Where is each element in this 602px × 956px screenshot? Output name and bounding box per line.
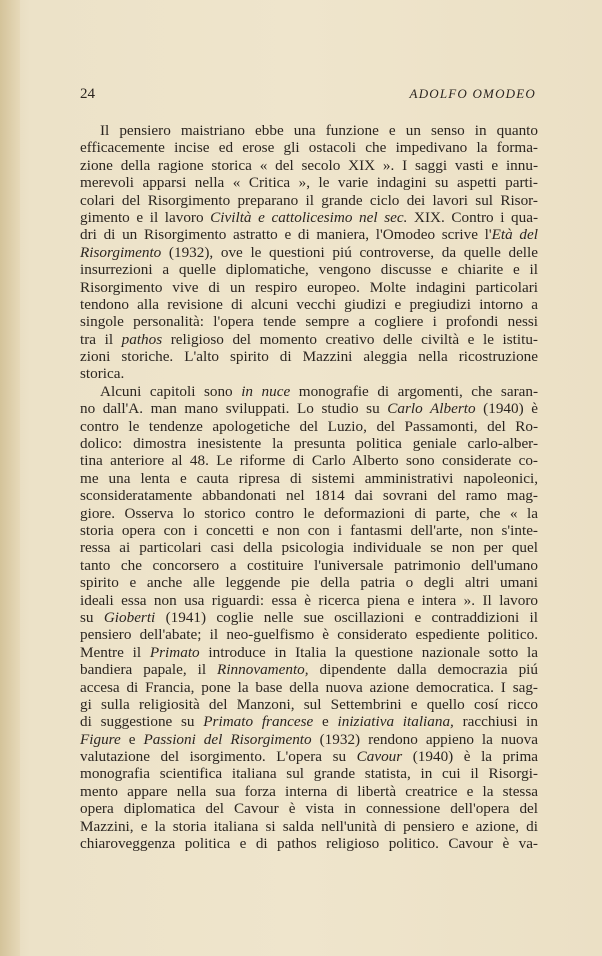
text-line xyxy=(80,435,538,452)
text-run: no dall'A. man mano sviluppati. Lo studio su xyxy=(80,400,388,418)
text-run: ideali essa non usa riguardi: essa è ricerca piena e intera ». Il lavoro xyxy=(80,591,538,609)
text-line xyxy=(80,644,538,661)
text-line xyxy=(80,122,538,139)
text-run: mento appare nella sua forza interna di libertà creatrice e la stessa xyxy=(80,782,538,800)
text-line xyxy=(80,696,538,713)
text-run: pensiero dell'abate; il neo-guelfismo è considerato espediente politico. xyxy=(80,626,538,644)
text-run: accesa di Francia, pone la base della nuova azione democratica. I sag- xyxy=(80,678,538,696)
text-line xyxy=(80,383,538,400)
text-line xyxy=(80,400,538,417)
text-line xyxy=(80,574,538,591)
italic-title: Primato francese xyxy=(203,713,314,731)
text-run: (1940) è xyxy=(475,400,539,418)
text-run: di suggestione su xyxy=(80,713,204,731)
text-run: merevoli apparsi nella « Critica », le varie indagini su aspetti parti- xyxy=(80,174,538,192)
text-run: (1940) è la prima xyxy=(402,748,538,766)
text-run: tina anteriore al 48. Le riforme di Carlo Alberto sono considerate co- xyxy=(80,452,538,470)
text-run: valutazione del isorgimento. L'opera su xyxy=(80,748,357,766)
text-line xyxy=(80,157,538,174)
text-run: gi sulla religiosità del Manzoni, sul Settembrini e quello cosí ricco xyxy=(80,695,538,713)
text-run: bandiera papale, il xyxy=(80,661,218,679)
text-run: Il pensiero maistriano ebbe una funzione e un senso in quanto xyxy=(100,122,538,139)
text-line xyxy=(80,261,538,278)
italic-title: pathos xyxy=(121,330,163,348)
text-run: e xyxy=(120,730,144,748)
text-run: (1941) coglie nelle sue oscillazioni e contraddizioni il xyxy=(155,608,538,626)
text-run: introduce in Italia la questione nazionale sotto la xyxy=(199,643,539,661)
italic-title: Primato xyxy=(149,643,200,661)
text-line xyxy=(80,748,538,765)
text-run: efficacemente incise ed erose gli ostacoli che impedivano la forma- xyxy=(80,139,538,157)
text-line xyxy=(80,296,538,313)
text-run: contro le tendenze apologetiche del Luzio, del Passamonti, del Ro- xyxy=(80,417,538,435)
text-run: zione della ragione storica « del secolo XIX ». I saggi vasti e innu- xyxy=(80,156,538,174)
text-line xyxy=(80,609,538,626)
text-line xyxy=(80,226,538,243)
text-run: dolico: dimostra inesistente la presunta politica geniale carlo-alber- xyxy=(80,435,538,453)
body-text xyxy=(80,122,538,852)
italic-title: in nuce xyxy=(241,382,291,400)
text-run: me una lenta e cauta ripresa di sistemi amministrativi napoleonici, xyxy=(80,469,538,487)
text-run: tendono alla revisione di alcuni vecchi giudizi e pregiudizi intorno a xyxy=(80,295,538,313)
text-line xyxy=(80,626,538,643)
text-run: spirito e anche alle leggende pie della patria o degli altri umani xyxy=(80,574,538,592)
text-run: (1932) rendono appieno la nuova xyxy=(311,730,538,748)
text-line xyxy=(80,452,538,469)
text-line xyxy=(80,348,538,365)
text-line xyxy=(80,679,538,696)
text-line xyxy=(80,174,538,191)
text-line xyxy=(80,713,538,730)
italic-title: Rinnovamento, xyxy=(217,661,309,679)
text-line xyxy=(80,365,538,382)
text-run: Mentre il xyxy=(80,643,150,661)
running-title: ADOLFO OMODEO xyxy=(409,86,536,101)
text-run: Mazzini, e la storia italiana si salda nell'unità di pensiero e azione, di xyxy=(80,817,538,835)
italic-title: Età del xyxy=(491,226,538,244)
text-line xyxy=(80,783,538,800)
italic-title: Gioberti xyxy=(103,608,156,626)
text-run: insurrezioni a quelle diplomatiche, vengono discusse e chiarite e il xyxy=(80,261,538,279)
text-run: storica. xyxy=(80,365,125,383)
text-run: tra il xyxy=(80,330,122,348)
italic-title: Civiltà e cattolicesimo nel sec. xyxy=(210,208,408,226)
text-run: gimento e il lavoro xyxy=(80,208,211,226)
italic-title: Passioni del Risorgimento xyxy=(143,730,312,748)
text-run: chiaroveggenza politica e di pathos religioso politico. Cavour è va- xyxy=(80,835,538,853)
italic-title: Carlo Alberto xyxy=(387,400,476,418)
text-line xyxy=(80,470,538,487)
text-run: giore. Osserva lo storico contro le deformazioni di parte, che « la xyxy=(80,504,538,522)
text-line xyxy=(80,331,538,348)
text-run: monografie di argomenti, che saran- xyxy=(290,382,539,400)
text-run: su xyxy=(80,608,104,626)
text-run: storia opera con i concetti e non con i fantasmi dell'arte, non s'inte- xyxy=(80,521,538,539)
text-line xyxy=(80,557,538,574)
text-line xyxy=(80,487,538,504)
text-line xyxy=(80,765,538,782)
page-number: 24 xyxy=(80,86,95,102)
text-run: tanto che concorsero a costituire l'universale patrimonio dell'umano xyxy=(80,556,538,574)
text-line xyxy=(80,522,538,539)
text-line xyxy=(80,209,538,226)
italic-title: Cavour xyxy=(356,748,403,766)
text-line xyxy=(80,800,538,817)
text-run: e xyxy=(313,713,338,731)
page-gutter-shadow xyxy=(0,0,20,956)
text-run: (1932), ove le questioni piú controverse, da quelle delle xyxy=(161,243,538,261)
text-run: religioso del momento creativo delle civiltà e le istitu- xyxy=(162,330,538,348)
text-line xyxy=(80,279,538,296)
text-run: zioni storiche. L'alto spirito di Mazzini aleggia nella ricostruzione xyxy=(80,348,538,366)
running-header xyxy=(80,86,536,106)
text-run: singole personalità: l'opera tende sempre a cogliere i profondi nessi xyxy=(80,313,538,331)
text-run: dri di un Risorgimento astratto e di maniera, l'Omodeo scrive l' xyxy=(80,226,492,244)
text-run: ressa ai particolari casi della psicologia individuale se non per quel xyxy=(80,539,538,557)
text-line xyxy=(80,192,538,209)
text-run: sconsideratamente abbandonati nel 1814 dai sovrani del ramo mag- xyxy=(80,487,538,505)
text-line xyxy=(80,539,538,556)
text-line xyxy=(80,731,538,748)
text-run: dipendente dalla democrazia piú xyxy=(308,661,538,679)
text-run: monografia scientifica italiana sul grande statista, in cui il Risorgi- xyxy=(80,765,538,783)
text-line xyxy=(80,835,538,852)
text-line xyxy=(80,418,538,435)
italic-title: Risorgimento xyxy=(80,243,162,261)
text-run: XIX. Contro i qua- xyxy=(407,208,539,226)
text-line xyxy=(80,592,538,609)
text-run: colari del Risorgimento preparano il grande ciclo dei lavori sul Risor- xyxy=(80,191,538,209)
text-line xyxy=(80,244,538,261)
text-run: Alcuni capitoli sono xyxy=(100,382,242,400)
text-line xyxy=(80,661,538,678)
italic-title: iniziativa italiana, xyxy=(337,713,454,731)
text-line xyxy=(80,818,538,835)
text-line xyxy=(80,313,538,330)
text-line xyxy=(80,139,538,156)
italic-title: Figure xyxy=(80,730,121,748)
text-run: opera diplomatica del Cavour è vista in connessione dell'opera del xyxy=(80,800,538,818)
text-line xyxy=(80,505,538,522)
text-run: racchiusi in xyxy=(453,713,538,731)
text-run: Risorgimento vive di un respiro europeo. Molte indagini particolari xyxy=(80,278,538,296)
